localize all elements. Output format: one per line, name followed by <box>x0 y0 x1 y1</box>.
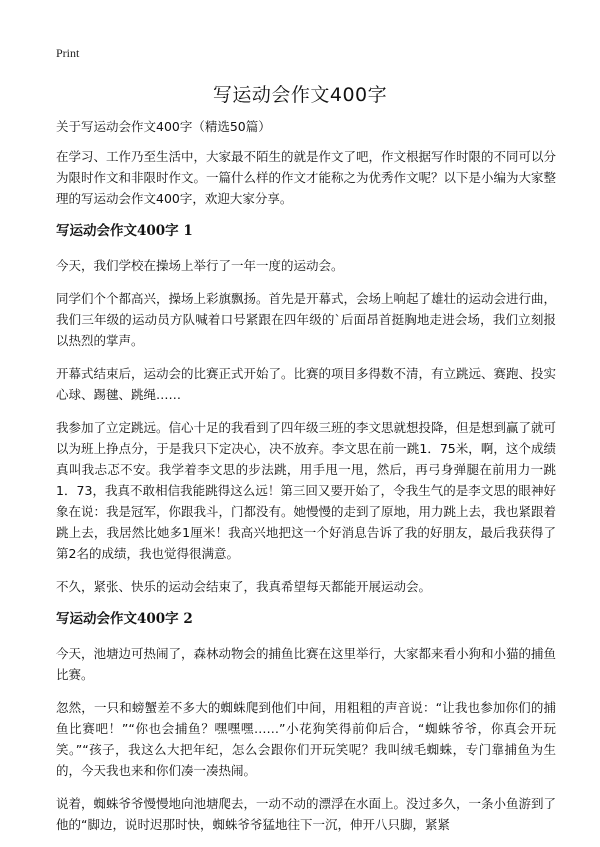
essay-paragraph: 我参加了立定跳远。信心十足的我看到了四年级三班的李文思就想投降，但是想到赢了就可以为班上挣点分，于是我只下定决心，决不放弃。李文思在前一跳1．75米，啊，这个成绩真叫我忐忑不安。我学着李文思的步法跳，用手甩一甩，然后，再弓身弹腿在前用力一跳1．73，我真不敢相信我能跳得这么远！第三回又要开始了，令我生气的是李文思的眼神好象在说：我是冠军，你跟我斗，门都没有。她慢慢的走到了原地，用力跳上去，我也紧跟着跳上去，我居然比她多1厘米！我高兴地把这一个好消息告诉了我的好朋友，最后我获得了第2名的成绩，我也觉得很满意。 <box>56 420 557 561</box>
page-title: 写运动会作文400字 <box>212 84 388 106</box>
essay-paragraph: 说着，蜘蛛爷爷慢慢地向池塘爬去，一动不动的漂浮在水面上。没过多久，一条小鱼游到了他的“脚边，说时迟那时快，蜘蛛爷爷猛地往下一沉，伸开八只脚，紧紧 <box>56 796 557 832</box>
intro-paragraph: 在学习、工作乃至生活中，大家最不陌生的就是作文了吧，作文根据写作时限的不同可以分为限时作文和非限时作文。一篇什么样的作文才能称之为优秀作文呢？以下是小编为大家整理的写运动会作文400字，欢迎大家分享。 <box>56 149 557 206</box>
essay-paragraph: 开幕式结束后，运动会的比赛正式开始了。比赛的项目多得数不清，有立跳远、赛跑、投实心球、踢毽、跳绳…… <box>56 366 557 402</box>
essay-paragraph: 同学们个个都高兴，操场上彩旗飘扬。首先是开幕式，会场上响起了雄壮的运动会进行曲，我们三年级的运动员方队喊着口号紧跟在四年级的`后面昂首挺胸地走进会场，我们立刻报以热烈的掌声。 <box>56 291 557 348</box>
essay-paragraph: 今天，我们学校在操场上举行了一年一度的运动会。 <box>56 258 344 273</box>
article-subtitle: 关于写运动会作文400字（精选50篇） <box>56 119 271 134</box>
essay-heading: 写运动会作文400字 1 <box>56 223 193 239</box>
essay-paragraph: 忽然，一只和螃蟹差不多大的蜘蛛爬到他们中间，用粗粗的声音说：“让我也参加你们的捕鱼比赛吧！”“你也会捕鱼？嘿嘿嘿……”小花狗笑得前仰后合，“蜘蛛爷爷，你真会开玩笑。”“孩子，我这么大把年纪，怎么会跟你们开玩笑呢？我叫绒毛蜘蛛，专门靠捕鱼为生的，今天我也来和你们凑一凑热闹。 <box>56 700 556 778</box>
article-body <box>56 118 556 847</box>
print-link[interactable]: Print <box>56 46 80 60</box>
essay-paragraph: 不久，紧张、快乐的运动会结束了，我真希望每天都能开展运动会。 <box>56 579 432 594</box>
essay-paragraph: 今天，池塘边可热闹了，森林动物会的捕鱼比赛在这里举行，大家都来看小狗和小猫的捕鱼比赛。 <box>56 646 557 682</box>
essay-heading: 写运动会作文400字 2 <box>56 611 193 627</box>
